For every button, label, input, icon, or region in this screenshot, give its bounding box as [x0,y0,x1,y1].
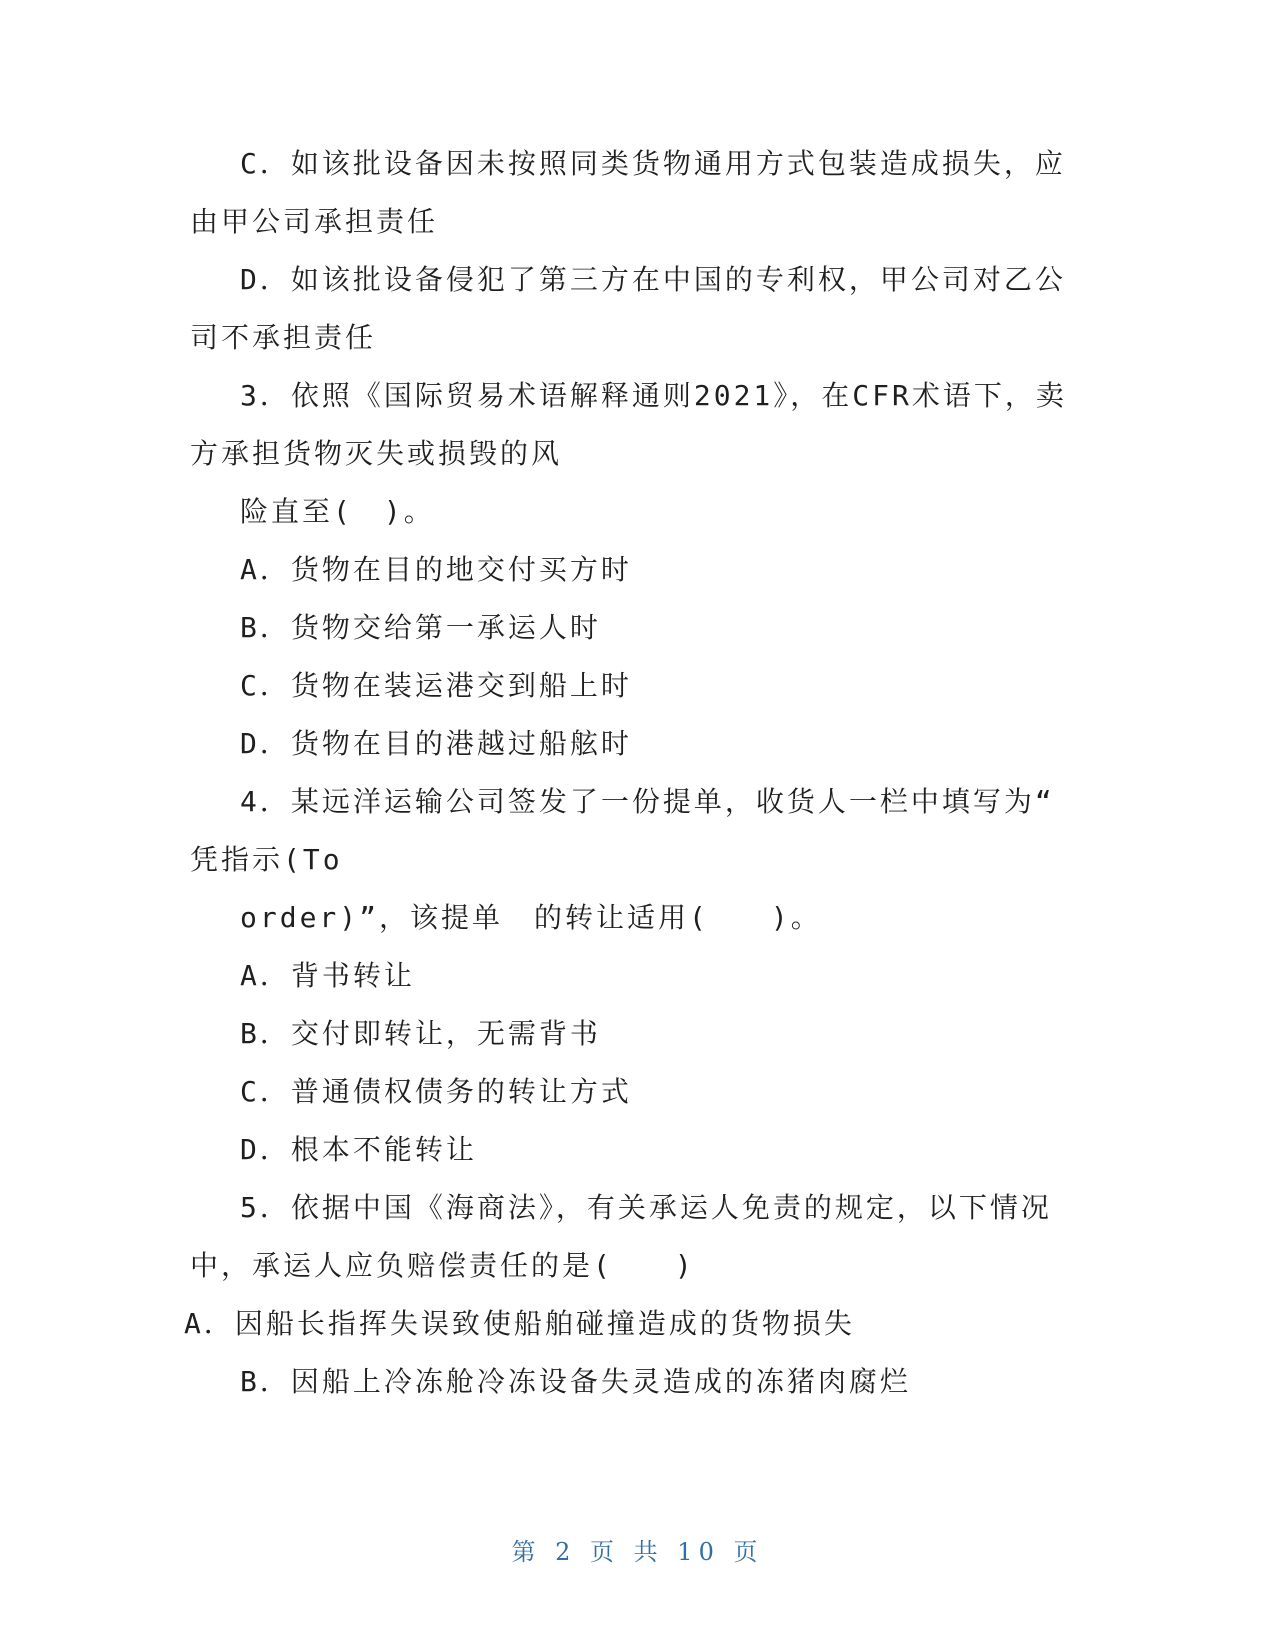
answer-option: D．货物在目的港越过船舷时 [240,727,632,760]
text-line: 险直至( )。 [240,495,435,528]
text-line: 司不承担责任 [190,321,377,354]
answer-option: A．因船长指挥失误致使船舶碰撞造成的货物损失 [184,1307,855,1340]
text-line: C．如该批设备因未按照同类货物通用方式包装造成损失，应 [240,147,1066,180]
answer-option: B．因船上冷冻舱冷冻设备失灵造成的冻猪肉腐烂 [240,1365,911,1398]
question-line: 3．依照《国际贸易术语解释通则2021》，在CFR术语下，卖 [240,379,1067,412]
question-line: 5．依据中国《海商法》，有关承运人免责的规定，以下情况 [240,1191,1052,1224]
answer-option: C．货物在装运港交到船上时 [240,669,632,702]
answer-option: D．根本不能转让 [240,1133,477,1166]
answer-option: A．货物在目的地交付买方时 [240,553,632,586]
answer-option: C．普通债权债务的转让方式 [240,1075,632,1108]
text-line: 由甲公司承担责任 [190,205,439,238]
text-line: D．如该批设备侵犯了第三方在中国的专利权，甲公司对乙公 [240,263,1066,296]
text-line: order)”，该提单 的转让适用( )。 [240,901,822,934]
text-line: 方承担货物灭失或损毁的风 [190,437,563,470]
text-line: 中，承运人应负赔偿责任的是( ) [190,1249,695,1282]
answer-option: A．背书转让 [240,959,415,992]
question-line: 4．某远洋运输公司签发了一份提单，收货人一栏中填写为“ [240,785,1055,818]
page-number-footer: 第 2 页 共 10 页 [511,1538,764,1566]
answer-option: B．交付即转让，无需背书 [240,1017,601,1050]
text-line: 凭指示(To [190,843,343,876]
answer-option: B．货物交给第一承运人时 [240,611,601,644]
